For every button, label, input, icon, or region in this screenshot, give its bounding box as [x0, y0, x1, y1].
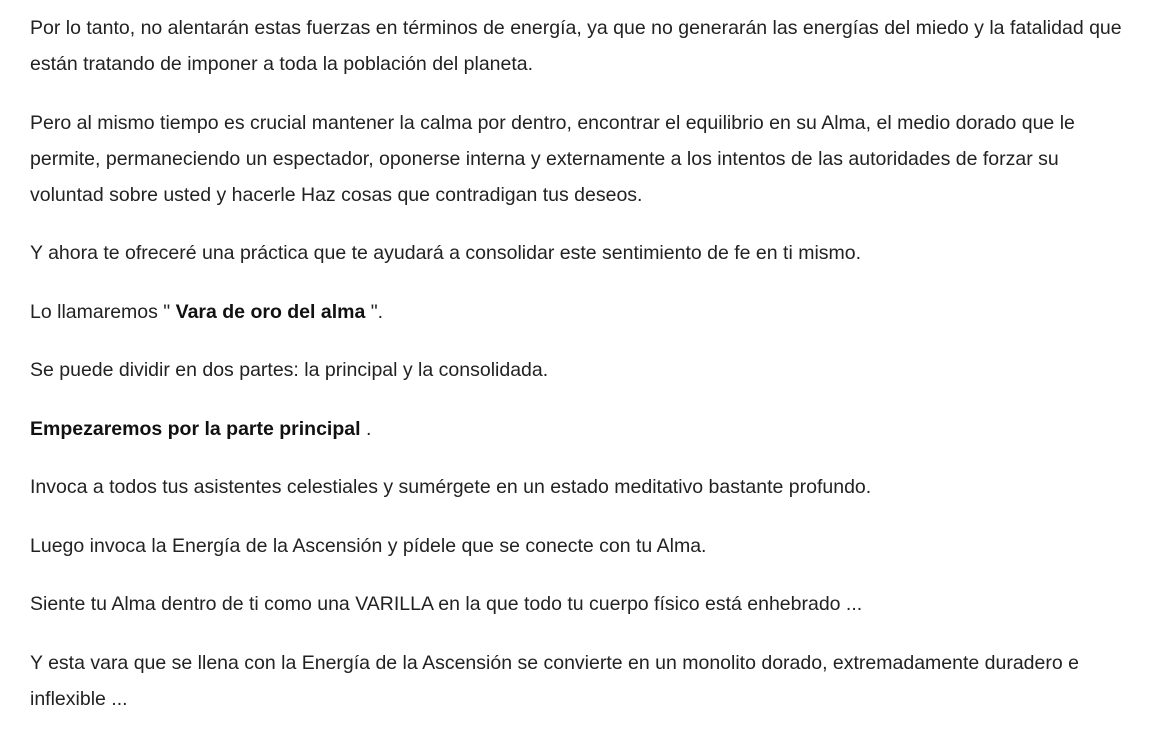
paragraph-9: Siente tu Alma dentro de ti como una VARILLA en la que todo tu cuerpo físico está enhebrado ... [30, 593, 863, 615]
section-heading-main-part: Empezaremos por la parte principal [30, 417, 361, 440]
paragraph-4-prefix: Lo llamaremos " [30, 300, 176, 323]
paragraph-10: Y esta vara que se llena con la Energía de la Ascensión se convierte en un monolito dorado, extremadamente duradero e inflexible ... [30, 651, 1079, 710]
paragraph-5: Se puede dividir en dos partes: la principal y la consolidada. [30, 359, 549, 381]
paragraph-7: Invoca a todos tus asistentes celestiales y sumérgete en un estado meditativo bastante profundo. [30, 476, 872, 498]
paragraph-1: Por lo tanto, no alentarán estas fuerzas en términos de energía, ya que no generarán las energías del miedo y la fatalidad que están tratando de imponer a toda la población del planeta. [30, 17, 1122, 75]
practice-name: Vara de oro del alma [175, 300, 366, 323]
paragraph-8: Luego invoca la Energía de la Ascensión y pídele que se conecte con tu Alma. [30, 534, 707, 557]
paragraph-3: Y ahora te ofreceré una práctica que te ayudará a consolidar este sentimiento de fe en ti mismo. [30, 242, 862, 264]
article-body [30, 10, 1130, 739]
paragraph-4-suffix: ". [365, 300, 384, 323]
paragraph-6 [30, 411, 1130, 447]
paragraph-6-suffix: . [360, 417, 372, 440]
paragraph-4 [30, 294, 1130, 330]
paragraph-2: Pero al mismo tiempo es crucial mantener la calma por dentro, encontrar el equilibrio en su Alma, el medio dorado que le permite, permaneciendo un espectador, oponerse interna y externamente a los intentos de las autoridades de forzar su voluntad sobre usted y hacerle Haz cosas que contradigan tus deseos. [30, 111, 1075, 206]
